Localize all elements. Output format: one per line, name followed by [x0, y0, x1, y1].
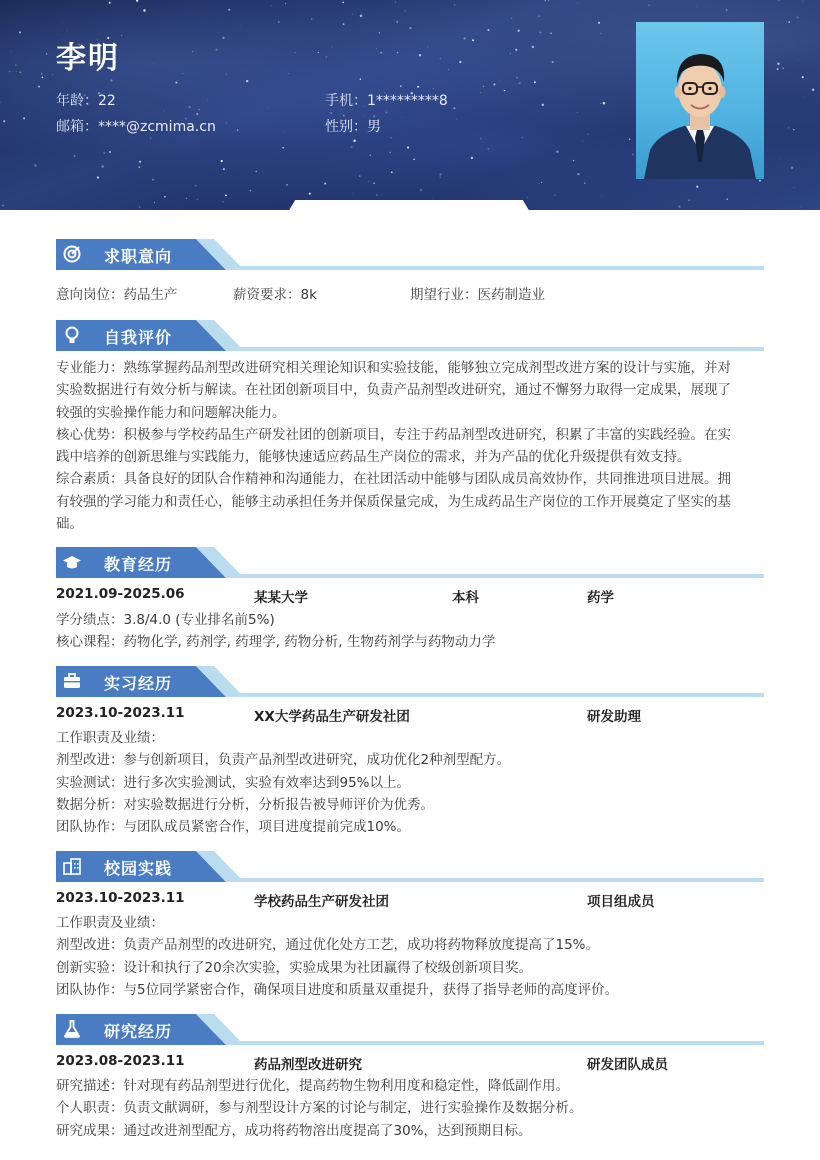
section-header-internship	[56, 666, 764, 698]
intent-salary: 薪资要求：8k	[233, 287, 317, 303]
intent-position: 意向岗位：药品生产	[56, 287, 178, 303]
section-title-internship: 实习经历	[104, 674, 173, 693]
campus-line: 剂型改进：负责产品剂型的改进研究，通过优化处方工艺，成功将药物释放度提高了15%。	[56, 937, 600, 954]
section-header-education	[56, 547, 764, 579]
self-eval-line: 较强的实验操作能力和问题解决能力。	[56, 404, 286, 421]
research-line: 研究描述：针对现有药品剂型进行优化，提高药物生物利用度和稳定性，降低副作用。	[56, 1078, 569, 1094]
lightbulb-icon	[62, 325, 82, 345]
graduation-cap-icon	[62, 552, 82, 572]
internship-details	[56, 727, 766, 838]
gender-label: 性别：	[325, 119, 367, 135]
phone-field	[325, 90, 448, 110]
self-eval-text	[56, 357, 766, 535]
section-title-education: 教育经历	[104, 555, 173, 574]
self-eval-line: 践中培养的创新思维与实践能力，能够快速适应药品生产岗位的需求，并为产品的优化升级提供有效支持。	[56, 449, 691, 466]
self-eval-line: 实验数据进行有效分析与解读。在社团创新项目中，负责产品剂型改进研究，通过不懈努力取得一定成果，展现了	[56, 382, 731, 399]
internship-line: 团队协作：与团队成员紧密合作，项目进度提前完成10%。	[56, 819, 411, 836]
research-period: 2023.08-2023.11	[56, 1053, 185, 1069]
campus-org: 学校药品生产研发社团	[254, 894, 389, 910]
research-line: 个人职责：负责文献调研，参与剂型设计方案的讨论与制定，进行实验操作及数据分析。	[56, 1100, 583, 1117]
phone-label: 手机：	[325, 93, 367, 109]
education-school: 某某大学	[254, 590, 308, 606]
self-eval-line: 础。	[56, 516, 83, 533]
internship-org: XX大学药品生产研发社团	[254, 709, 410, 725]
research-project: 药品剂型改进研究	[254, 1057, 362, 1073]
section-header-research	[56, 1014, 764, 1046]
campus-details	[56, 912, 766, 1001]
education-major: 药学	[587, 590, 614, 606]
age-value: 22	[98, 93, 116, 109]
briefcase-icon	[62, 671, 82, 691]
education-gpa: 学分绩点：3.8/4.0 (专业排名前5%)	[56, 612, 275, 628]
profile-photo	[636, 22, 764, 179]
building-icon	[62, 856, 82, 876]
section-title-campus: 校园实践	[104, 859, 173, 878]
education-courses: 核心课程：药物化学, 药剂学, 药理学, 药物分析, 生物药剂学与药物动力学	[56, 634, 496, 651]
next-section-header-partial	[56, 1154, 764, 1160]
email-label: 邮箱：	[56, 119, 98, 135]
intent-industry: 期望行业：医药制造业	[410, 287, 545, 303]
internship-line: 实验测试：进行多次实验测试，实验有效率达到95%以上。	[56, 774, 411, 791]
section-title-intent: 求职意向	[104, 247, 173, 266]
campus-line: 工作职责及业绩：	[56, 915, 164, 931]
email-field	[56, 116, 216, 136]
section-header-campus	[56, 851, 764, 883]
internship-role: 研发助理	[587, 709, 641, 725]
section-header-self-eval	[56, 320, 764, 352]
resume-header	[0, 0, 820, 210]
education-details	[56, 609, 766, 654]
gender-field	[325, 116, 381, 136]
candidate-name: 李明	[56, 41, 120, 76]
research-role: 研发团队成员	[587, 1057, 668, 1073]
self-eval-line: 综合素质：具备良好的团队合作精神和沟通能力，在社团活动中能够与团队成员高效协作，共同推进项目进展。拥	[56, 471, 731, 488]
education-period: 2021.09-2025.06	[56, 586, 185, 602]
campus-period: 2023.10-2023.11	[56, 890, 185, 906]
self-eval-line: 专业能力：熟练掌握药品剂型改进研究相关理论知识和实验技能，能够独立完成剂型改进方案的设计与实施，并对	[56, 360, 731, 376]
self-eval-line: 有较强的学习能力和责任心，能够主动承担任务并保质保量完成，为生成药品生产岗位的工作开展奠定了坚实的基	[56, 493, 731, 510]
education-degree: 本科	[452, 590, 479, 606]
header-notch	[288, 200, 530, 212]
age-field	[56, 90, 116, 110]
phone-value: 1*********8	[367, 93, 448, 109]
internship-line: 剂型改进：参与创新项目，负责产品剂型改进研究，成功优化2种剂型配方。	[56, 752, 511, 769]
research-details	[56, 1075, 766, 1142]
section-title-research: 研究经历	[104, 1022, 173, 1041]
internship-line: 工作职责及业绩：	[56, 730, 164, 746]
campus-role: 项目组成员	[587, 894, 655, 910]
gender-value: 男	[367, 119, 381, 135]
section-header-intent	[56, 239, 764, 271]
age-label: 年龄：	[56, 93, 98, 109]
internship-line: 数据分析：对实验数据进行分析，分析报告被导师评价为优秀。	[56, 796, 434, 813]
self-eval-line: 核心优势：积极参与学校药品生产研发社团的创新项目，专注于药品剂型改进研究，积累了丰富的实践经验。在实	[56, 426, 731, 443]
email-value: ****@zcmima.cn	[98, 119, 216, 135]
research-line: 研究成果：通过改进剂型配方，成功将药物溶出度提高了30%，达到预期目标。	[56, 1122, 532, 1139]
section-title-self-eval: 自我评价	[104, 328, 173, 347]
target-icon	[62, 244, 82, 264]
campus-line: 创新实验：设计和执行了20余次实验，实验成果为社团赢得了校级创新项目奖。	[56, 959, 533, 976]
campus-line: 团队协作：与5位同学紧密合作，确保项目进度和质量双重提升，获得了指导老师的高度评价。	[56, 981, 619, 998]
flask-icon	[62, 1019, 82, 1039]
internship-period: 2023.10-2023.11	[56, 705, 185, 721]
